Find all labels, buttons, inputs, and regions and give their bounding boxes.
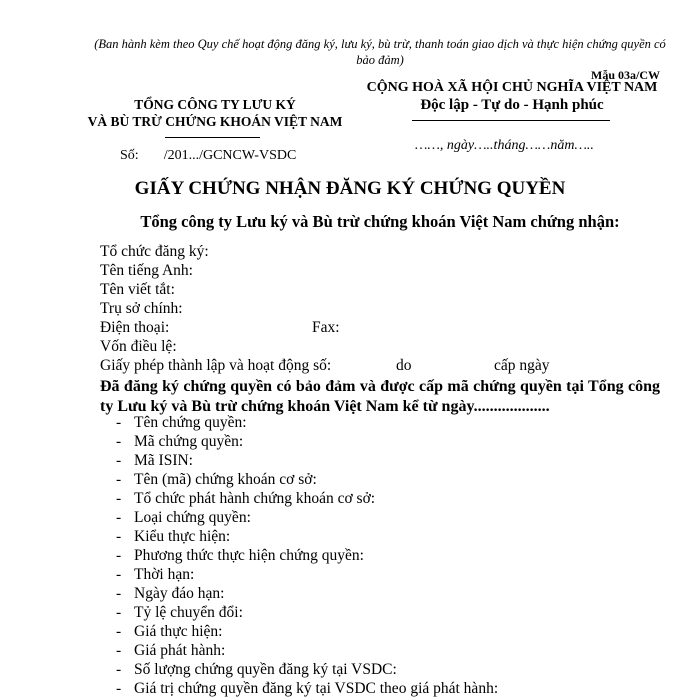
field-english-name: Tên tiếng Anh:: [100, 262, 193, 279]
list-item: - Giá thực hiện:: [116, 623, 223, 640]
issuing-organization: [70, 96, 360, 130]
field-phone: Điện thoại:: [100, 319, 170, 336]
certify-line: Tổng công ty Lưu ký và Bù trừ chứng khoán Việt Nam chứng nhận:: [140, 212, 620, 231]
regulation-note: (Ban hành kèm theo Quy chế hoạt động đăng ký, lưu ký, bù trừ, thanh toán giao dịch và thực hiện chứng quyền có bảo đảm): [94, 37, 666, 67]
list-item: - Ngày đáo hạn:: [116, 585, 225, 602]
list-item: - Giá trị chứng quyền đăng ký tại VSDC theo giá phát hành:: [116, 680, 499, 697]
list-item: - Kiểu thực hiện:: [116, 528, 231, 545]
form-code: Mẫu 03a/CW: [591, 68, 660, 82]
list-item: - Số lượng chứng quyền đăng ký tại VSDC:: [116, 661, 397, 678]
list-item: - Giá phát hành:: [116, 642, 226, 659]
list-item: - Tỷ lệ chuyển đổi:: [116, 604, 243, 621]
list-item: - Mã ISIN:: [116, 452, 193, 469]
field-license: [100, 357, 550, 375]
number-value: /201.../GCNCW-VSDC: [163, 148, 297, 163]
license-label: Giấy phép thành lập và hoạt động số:: [100, 357, 332, 374]
list-item: - Tên chứng quyền:: [116, 414, 247, 431]
field-fax: Fax:: [312, 319, 340, 336]
field-abbreviation: Tên viết tắt:: [100, 281, 175, 298]
org-underline: [165, 137, 260, 138]
license-issued-by: do: [396, 357, 412, 374]
national-title: CỘNG HOÀ XÃ HỘI CHỦ NGHĨA VIỆT NAM: [366, 80, 658, 95]
document-title: GIẤY CHỨNG NHẬN ĐĂNG KÝ CHỨNG QUYỀN: [134, 178, 566, 199]
document-number: [120, 148, 296, 164]
org-name-line1: TỔNG CÔNG TY LƯU KÝ: [134, 97, 296, 112]
field-head-office: Trụ sở chính:: [100, 300, 183, 317]
org-name-line2: VÀ BÙ TRỪ CHỨNG KHOÁN VIỆT NAM: [87, 114, 343, 129]
list-item: - Tên (mã) chứng khoán cơ sở:: [116, 471, 317, 488]
list-item: - Mã chứng quyền:: [116, 433, 244, 450]
field-capital: Vốn điều lệ:: [100, 338, 177, 355]
motto-underline: [412, 120, 610, 121]
number-label: Số:: [120, 148, 139, 163]
license-issue-date: cấp ngày: [494, 357, 550, 374]
date-line: ……, ngày…..tháng……năm…..: [415, 138, 594, 153]
field-registering-org: Tổ chức đăng ký:: [100, 243, 209, 260]
field-phone-fax: [100, 319, 400, 337]
national-motto: Độc lập - Tự do - Hạnh phúc: [420, 97, 604, 113]
list-item: - Thời hạn:: [116, 566, 195, 583]
list-item: - Phương thức thực hiện chứng quyền:: [116, 547, 364, 564]
list-item: - Tổ chức phát hành chứng khoán cơ sở:: [116, 490, 376, 507]
registration-statement: Đã đăng ký chứng quyền có bảo đảm và được cấp mã chứng quyền tại Tổng công ty Lưu ký và Bù trừ chứng khoán Việt Nam kể từ ngày...................: [100, 378, 660, 415]
list-item: - Loại chứng quyền:: [116, 509, 251, 526]
